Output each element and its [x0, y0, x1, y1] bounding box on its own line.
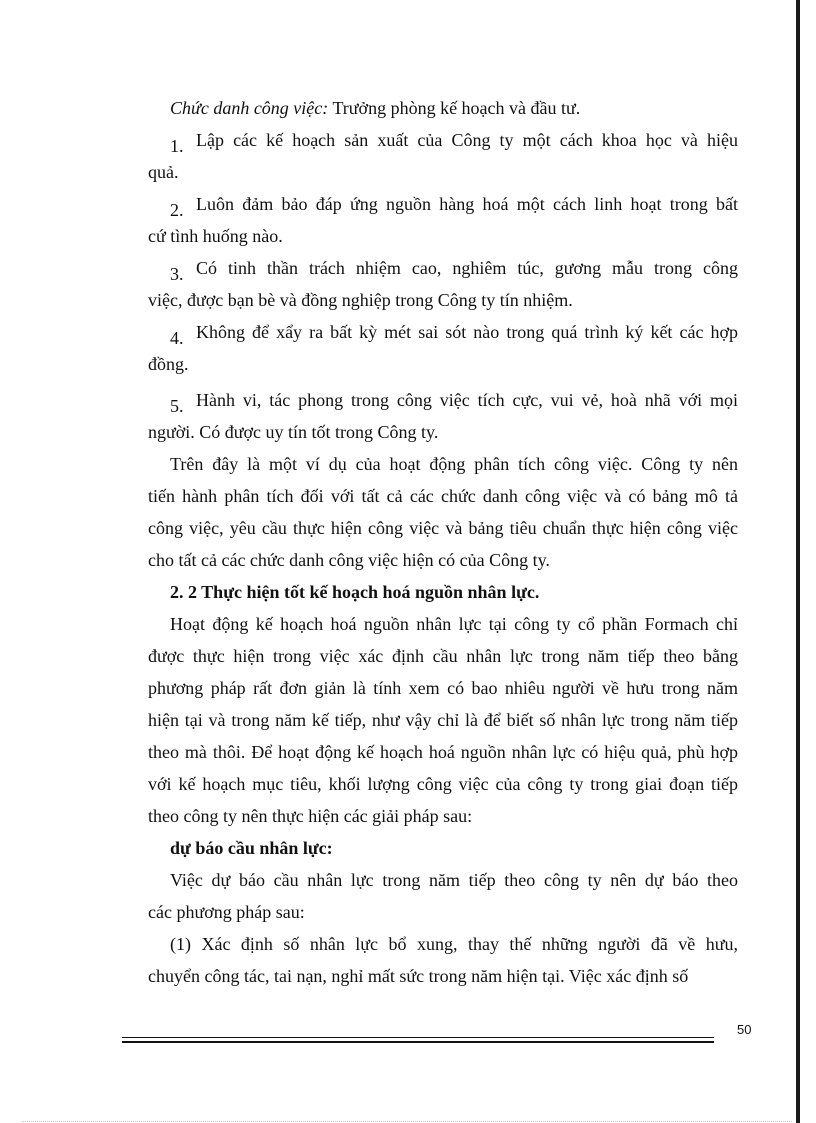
duty-text: Hành vi, tác phong trong công việc tích cực, vui vẻ, hoà nhã với mọi — [196, 390, 738, 410]
duty-text: Không để xẩy ra bất kỳ mét sai sót nào trong quá trình ký kết các hợp — [196, 322, 738, 342]
job-title-line — [170, 96, 730, 120]
page-edge-shadow — [796, 0, 800, 1123]
footer-rule-top — [122, 1037, 714, 1038]
duty-item-1-cont: quả. — [148, 162, 179, 182]
duty-item-2 — [170, 192, 738, 220]
duty-item-4 — [170, 320, 738, 348]
method-line-1: (1) Xác định số nhân lực bổ xung, thay thế những người đã về hưu, — [170, 934, 738, 954]
duty-number: 5. — [170, 396, 184, 416]
subheading: dự báo cầu nhân lực: — [170, 838, 333, 858]
duty-number: 1. — [170, 136, 184, 156]
section-heading: 2. 2 Thực hiện tốt kế hoạch hoá nguồn nhân lực. — [170, 582, 540, 602]
duty-text: Lập các kế hoạch sản xuất của Công ty một cách khoa học và hiệu — [196, 130, 738, 150]
duty-item-3 — [170, 256, 738, 284]
duty-item-2-cont: cứ tình huống nào. — [148, 226, 283, 246]
job-title-label: Chức danh công việc: — [170, 98, 329, 118]
duty-item-4-cont: đồng. — [148, 354, 189, 374]
duty-number: 3. — [170, 264, 184, 284]
method-line-2: chuyển công tác, tai nạn, nghỉ mất sức trong năm hiện tại. Việc xác định số — [148, 966, 689, 986]
page-bottom-border — [22, 1121, 792, 1122]
section-para-line-1: Hoạt động kế hoạch hoá nguồn nhân lực tại công ty cổ phần Formach chỉ — [170, 614, 738, 634]
section-para-line-3: phương pháp rất đơn giản là tính xem có bao nhiêu người về hưu trong năm — [148, 678, 738, 698]
forecast-line-1: Việc dự báo cầu nhân lực trong năm tiếp theo công ty nên dự báo theo — [170, 870, 738, 890]
duty-item-5 — [170, 388, 738, 416]
job-title-value: Trưởng phòng kế hoạch và đầu tư. — [328, 98, 581, 118]
duty-item-5-cont: người. Có được uy tín tốt trong Công ty. — [148, 422, 439, 442]
section-para-line-2: được thực hiện trong việc xác định cầu nhân lực trong năm tiếp theo bằng — [148, 646, 738, 666]
summary-line-3: công việc, yêu cầu thực hiện công việc và bảng tiêu chuẩn thực hiện công việc — [148, 518, 738, 538]
section-para-line-4: hiện tại và trong năm kế tiếp, như vậy chỉ là để biết số nhân lực trong năm tiếp — [148, 710, 738, 730]
duty-number: 2. — [170, 200, 184, 220]
duty-item-3-cont: việc, được bạn bè và đồng nghiệp trong Công ty tín nhiệm. — [148, 290, 573, 310]
forecast-line-2: các phương pháp sau: — [148, 902, 305, 922]
section-para-line-7: theo công ty nên thực hiện các giải pháp sau: — [148, 806, 473, 826]
section-para-line-5: theo mà thôi. Để hoạt động kế hoạch hoá nguồn nhân lực có hiệu quả, phù hợp — [148, 742, 738, 762]
duty-text: Có tinh thần trách nhiệm cao, nghiêm túc, gương mẫu trong công — [196, 258, 738, 278]
duty-item-1 — [170, 128, 738, 156]
section-para-line-6: với kế hoạch mục tiêu, khối lượng công việc của công ty trong giai đoạn tiếp — [148, 774, 738, 794]
duty-number: 4. — [170, 328, 184, 348]
footer-rule-bottom — [122, 1041, 714, 1043]
duty-text: Luôn đảm bảo đáp ứng nguồn hàng hoá một cách linh hoạt trong bất — [196, 194, 738, 214]
summary-line-4: cho tất cả các chức danh công việc hiện có của Công ty. — [148, 550, 550, 570]
page-number: 50 — [737, 1022, 752, 1037]
summary-line-1: Trên đây là một ví dụ của hoạt động phân tích công việc. Công ty nên — [170, 454, 738, 474]
summary-line-2: tiến hành phân tích đối với tất cả các chức danh công việc và có bảng mô tả — [148, 486, 738, 506]
